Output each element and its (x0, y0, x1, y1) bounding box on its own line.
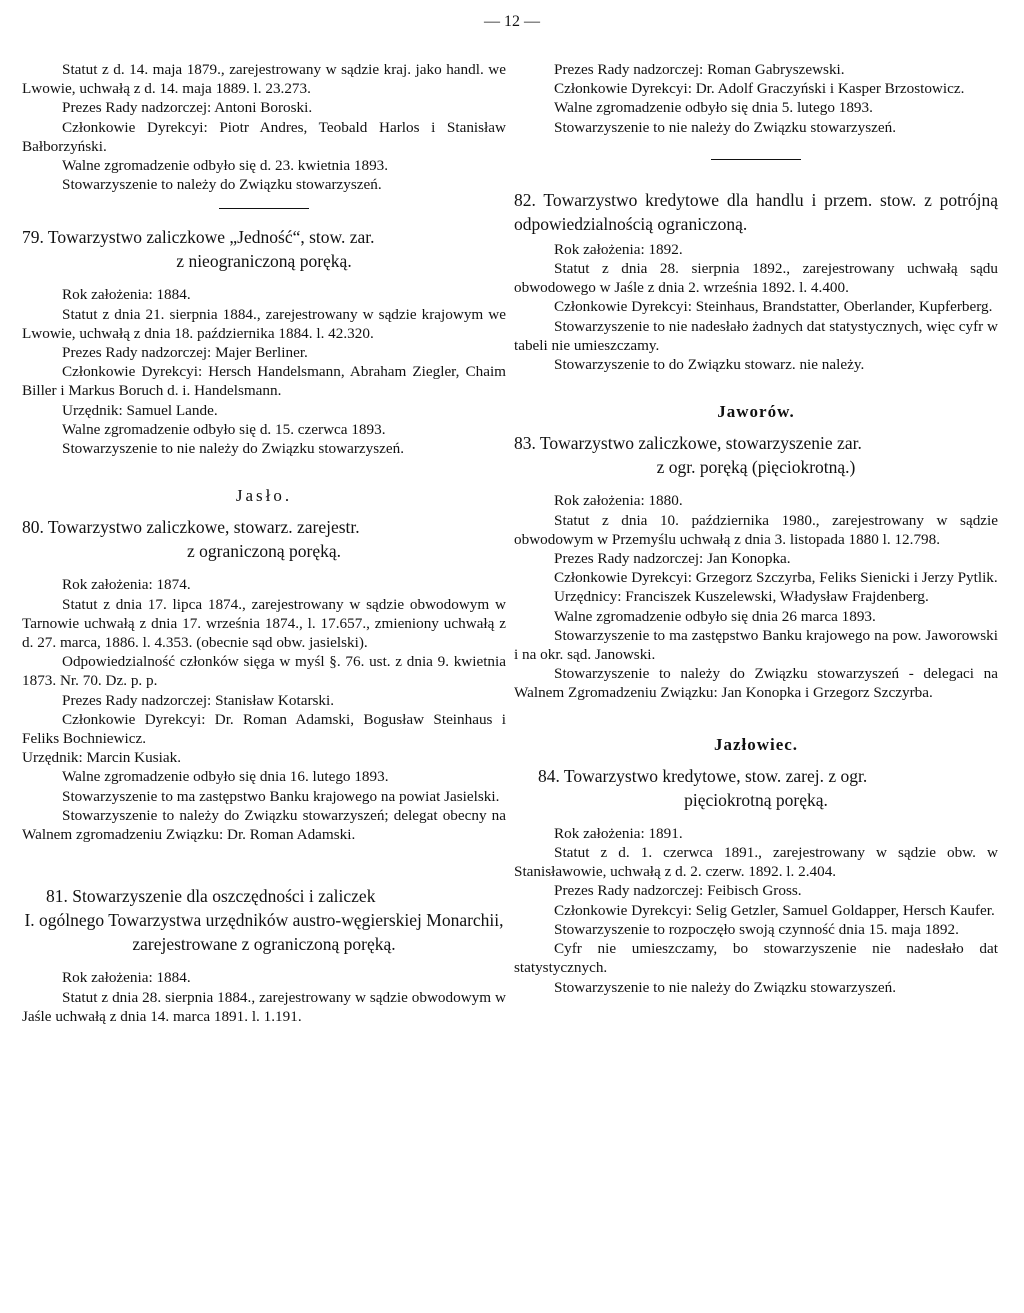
entry-subheading: I. ogólnego Towarzystwa urzędników austro-węgierskiej Monarchii, zarejestrowane z ograniczoną poręką. (24, 910, 504, 955)
entry-82 (514, 188, 998, 374)
union-membership: Stowarzyszenie to należy do Związku stowarzyszeń. (62, 176, 382, 194)
city-heading-jazlowiec: Jazłowiec. (713, 734, 799, 754)
activity-start: Stowarzyszenie to rozpoczęło swoją czynność dnia 15. maja 1892. (554, 920, 959, 938)
entry-subheading: z ogr. poręką (pięciokrotną.) (656, 457, 856, 478)
statute-text: Statut z d. 1. czerwca 1891., zarejestrowany w sądzie obw. w Stanisławowie, uchwałą z d. 2. czerw. 1892. l. 2.404. (514, 844, 998, 881)
bank-representation: Stowarzyszenie to ma zastępstwo Banku krajowego na pow. Jaworowski i na okr. sąd. Janowski. (514, 626, 998, 664)
entry-heading: 83. Towarzystwo zaliczkowe, stowarzyszenie zar. (514, 433, 862, 454)
section-divider (711, 159, 801, 160)
entry-heading: 80. Towarzystwo zaliczkowe, stowarz. zarejestr. (22, 517, 360, 538)
general-meeting: Walne zgromadzenie odbyło się d. 15. czerwca 1893. (62, 420, 386, 438)
statute-text: Statut z dnia 28. sierpnia 1884., zarejestrowany w sądzie obwodowym w Jaśle uchwałą z dnia 14. marca 1891. l. 1.191. (22, 988, 506, 1025)
union-membership: Stowarzyszenie to nie należy do Związku stowarzyszeń. (62, 440, 405, 458)
founding-year: Rok założenia: 1880. (554, 492, 683, 510)
founding-year: Rok założenia: 1891. (554, 824, 683, 842)
statute-text: Statut z d. 14. maja 1879., zarejestrowany w sądzie kraj. jako handl. we Lwowie, uchwałą z d. 14. maja 1889. l. 23.273. (22, 61, 506, 98)
section-divider (219, 208, 309, 209)
entry-83 (514, 431, 998, 702)
statute-text: Statut z dnia 21. sierpnia 1884., zarejestrowany w sądzie krajowym we Lwowie, uchwałą z dnia 18. października 1884. l. 42.320. (22, 305, 506, 342)
entry-84 (514, 764, 998, 997)
board-members: Członkowie Dyrekcyi: Dr. Roman Adamski, Bogusław Steinhaus i Feliks Bochniewicz. (22, 710, 506, 748)
board-members: Członkowie Dyrekcyi: Piotr Andres, Teobald Harlos i Stanisław Bałborzyński. (22, 118, 506, 155)
board-president: Prezes Rady nadzorczej: Antoni Boroski. (62, 99, 313, 117)
clerk: Urzędnik: Samuel Lande. (62, 401, 218, 419)
founding-year: Rok założenia: 1884. (62, 286, 191, 304)
founding-year: Rok założenia: 1874. (62, 576, 191, 594)
entry-subheading: pięciokrotną poręką. (684, 789, 828, 810)
board-president: Prezes Rady nadzorczej: Roman Gabryszewski. (554, 61, 845, 78)
board-president: Prezes Rady nadzorczej: Majer Berliner. (62, 344, 308, 362)
clerk: Urzędnik: Marcin Kusiak. (22, 749, 182, 767)
entry-80 (22, 515, 506, 844)
union-membership: Stowarzyszenie to nie należy do Związku stowarzyszeń. (554, 118, 897, 136)
general-meeting: Walne zgromadzenie odbyło się dnia 26 marca 1893. (554, 607, 876, 625)
founding-year: Rok założenia: 1884. (62, 969, 191, 987)
union-membership: Stowarzyszenie to do Związku stowarz. nie należy. (554, 356, 865, 374)
board-president: Prezes Rady nadzorczej: Stanisław Kotarski. (62, 691, 335, 709)
entry-79 (22, 225, 506, 458)
city-heading-jaworow: Jaworów. (717, 402, 795, 422)
clerks: Urzędnicy: Franciszek Kuszelewski, Władysław Frajdenberg. (554, 588, 929, 606)
board-members: Członkowie Dyrekcyi: Dr. Adolf Graczyński i Kasper Brzostowicz. (554, 80, 965, 98)
general-meeting: Walne zgromadzenie odbyło się dnia 16. lutego 1893. (62, 768, 389, 786)
statute-text: Statut z dnia 10. października 1980., zarejestrowany w sądzie obwodowym w Przemyślu uchwałą z dnia 3. listopada 1880 l. 12.798. (514, 511, 998, 548)
right-column (514, 60, 998, 997)
board-members: Członkowie Dyrekcyi: Hersch Handelsmann, Abraham Ziegler, Chaim Biller i Markus Boruch d. i. Handelsmann. (22, 363, 506, 400)
entry-heading: 84. Towarzystwo kredytowe, stow. zarej. z ogr. (538, 765, 868, 786)
entry-81 (22, 884, 506, 1026)
left-column (22, 60, 506, 1026)
board-president: Prezes Rady nadzorczej: Feibisch Gross. (554, 882, 802, 900)
entry-81-continuation (514, 60, 998, 137)
board-members: Członkowie Dyrekcyi: Grzegorz Szczyrba, Feliks Sienicki i Jerzy Pytlik. (554, 569, 998, 587)
statistics-note: Cyfr nie umieszczamy, bo stowarzyszenie nie nadesłało dat statystycznych. (514, 940, 998, 977)
board-members: Członkowie Dyrekcyi: Selig Getzler, Samuel Goldapper, Hersch Kaufer. (554, 901, 995, 919)
union-membership: Stowarzyszenie to należy do Związku stowarzyszeń; delegat obecny na Walnem zgromadzeniu Związku: Dr. Roman Adamski. (22, 806, 506, 844)
statistics-note: Stowarzyszenie to nie nadesłało żadnych dat statystycznych, więc cyfr w tabeli nie umieszczamy. (514, 317, 998, 354)
entry-heading: 82. Towarzystwo kredytowe dla handlu i przem. stow. z potrójną odpowiedzialnością ograniczoną. (514, 189, 998, 234)
board-president: Prezes Rady nadzorczej: Jan Konopka. (554, 550, 791, 568)
statute-text: Statut z dnia 17. lipca 1874., zarejestrowany w sądzie obwodowym w Tarnowie uchwałą z dnia 17. września 1874., l. 17.657., zmieniony uchwałą z d. 27. marca, 1886. l. 4.353. (obecnie sąd obw. jasielski). (22, 595, 506, 652)
entry-subheading: z nieograniczoną poręką. (176, 251, 352, 272)
city-heading-jaslo: Jasło. (235, 486, 293, 506)
liability-note: Odpowiedzialność członków sięga w myśl §. 76. ust. z dnia 9. kwietnia 1873. Nr. 70. Dz. p. p. (22, 653, 506, 690)
statute-text: Statut z dnia 28. sierpnia 1892., zarejestrowany uchwałą sądu obwodowego w Jaśle z dnia 2. września 1892. l. 4.400. (514, 260, 998, 297)
entry-subheading: z ograniczoną poręką. (186, 541, 341, 562)
entry-heading: 79. Towarzystwo zaliczkowe „Jedność“, stow. zar. (22, 227, 375, 248)
bank-representation: Stowarzyszenie to ma zastępstwo Banku krajowego na powiat Jasielski. (62, 787, 500, 805)
general-meeting: Walne zgromadzenie odbyło się d. 23. kwietnia 1893. (62, 157, 389, 175)
founding-year: Rok założenia: 1892. (554, 240, 683, 258)
page-number: — 12 — (484, 13, 540, 30)
entry-heading: 81. Stowarzyszenie dla oszczędności i zaliczek (46, 886, 376, 907)
union-membership: Stowarzyszenie to nie należy do Związku stowarzyszeń. (554, 978, 897, 996)
general-meeting: Walne zgromadzenie odbyło się dnia 5. lutego 1893. (554, 99, 873, 117)
entry-78-continuation (22, 60, 506, 194)
union-membership: Stowarzyszenie to należy do Związku stowarzyszeń - delegaci na Walnem Zgromadzeniu Związku: Jan Konopka i Grzegorz Szczyrba. (514, 665, 998, 702)
board-members: Członkowie Dyrekcyi: Steinhaus, Brandstatter, Oberlander, Kupferberg. (554, 298, 993, 316)
